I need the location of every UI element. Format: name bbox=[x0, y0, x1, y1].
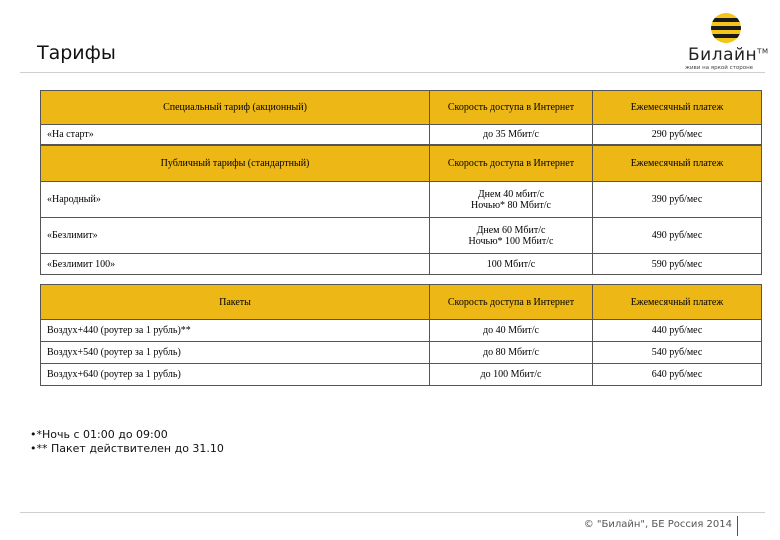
table-header-row bbox=[41, 285, 762, 320]
speed-cell: до 100 Мбит/с bbox=[430, 364, 593, 386]
table-row bbox=[41, 342, 762, 364]
logo-wordmark: Билайн™ bbox=[688, 45, 769, 65]
header-cell: Публичный тарифы (стандартный) bbox=[41, 146, 430, 182]
price-cell: 640 руб/мес bbox=[593, 364, 762, 386]
footnotes bbox=[30, 428, 224, 456]
top-divider bbox=[20, 72, 765, 73]
page-title: Тарифы bbox=[37, 42, 116, 64]
footer-separator bbox=[737, 516, 738, 536]
speed-cell: Днем 60 Мбит/с Ночью* 100 Мбит/с bbox=[430, 218, 593, 254]
price-cell: 390 руб/мес bbox=[593, 182, 762, 218]
speed-cell: до 35 Мбит/с bbox=[430, 125, 593, 145]
footnote-package: •** Пакет действителен до 31.10 bbox=[30, 442, 224, 455]
table-row bbox=[41, 182, 762, 218]
header-cell: Скорость доступа в Интернет bbox=[430, 91, 593, 125]
copyright-footer: © "Билайн", БЕ Россия 2014 bbox=[583, 519, 732, 530]
price-cell: 590 руб/мес bbox=[593, 254, 762, 275]
table-row bbox=[41, 320, 762, 342]
header-cell: Ежемесячный платеж bbox=[593, 285, 762, 320]
header-cell: Ежемесячный платеж bbox=[593, 91, 762, 125]
table-header-row bbox=[41, 91, 762, 125]
tariff-name-cell: «Народный» bbox=[41, 182, 430, 218]
speed-cell: 100 Мбит/с bbox=[430, 254, 593, 275]
bottom-divider bbox=[20, 512, 765, 513]
header-cell: Пакеты bbox=[41, 285, 430, 320]
package-name-cell: Воздух+540 (роутер за 1 рубль) bbox=[41, 342, 430, 364]
header-cell: Ежемесячный платеж bbox=[593, 146, 762, 182]
table-row bbox=[41, 218, 762, 254]
header-cell: Скорость доступа в Интернет bbox=[430, 146, 593, 182]
table-header-row bbox=[41, 146, 762, 182]
tariff-name-cell: «На старт» bbox=[41, 125, 430, 145]
packages-table bbox=[40, 284, 762, 386]
price-cell: 540 руб/мес bbox=[593, 342, 762, 364]
logo-slogan: живи на яркой стороне bbox=[685, 65, 754, 71]
beeline-logo bbox=[682, 12, 772, 72]
tariff-name-cell: «Безлимит» bbox=[41, 218, 430, 254]
header-cell: Скорость доступа в Интернет bbox=[430, 285, 593, 320]
footnote-night: •*Ночь с 01:00 до 09:00 bbox=[30, 428, 168, 441]
speed-cell: до 80 Мбит/с bbox=[430, 342, 593, 364]
public-tariff-table bbox=[40, 145, 762, 275]
speed-cell: Днем 40 мбит/с Ночью* 80 Мбит/с bbox=[430, 182, 593, 218]
table-row bbox=[41, 364, 762, 386]
table-row bbox=[41, 254, 762, 275]
price-cell: 490 руб/мес bbox=[593, 218, 762, 254]
special-tariff-table bbox=[40, 90, 762, 145]
price-cell: 290 руб/мес bbox=[593, 125, 762, 145]
package-name-cell: Воздух+440 (роутер за 1 рубль)** bbox=[41, 320, 430, 342]
tariff-name-cell: «Безлимит 100» bbox=[41, 254, 430, 275]
table-row bbox=[41, 125, 762, 145]
package-name-cell: Воздух+640 (роутер за 1 рубль) bbox=[41, 364, 430, 386]
header-cell: Специальный тариф (акционный) bbox=[41, 91, 430, 125]
speed-cell: до 40 Мбит/с bbox=[430, 320, 593, 342]
price-cell: 440 руб/мес bbox=[593, 320, 762, 342]
beeline-ball-icon bbox=[710, 12, 742, 44]
